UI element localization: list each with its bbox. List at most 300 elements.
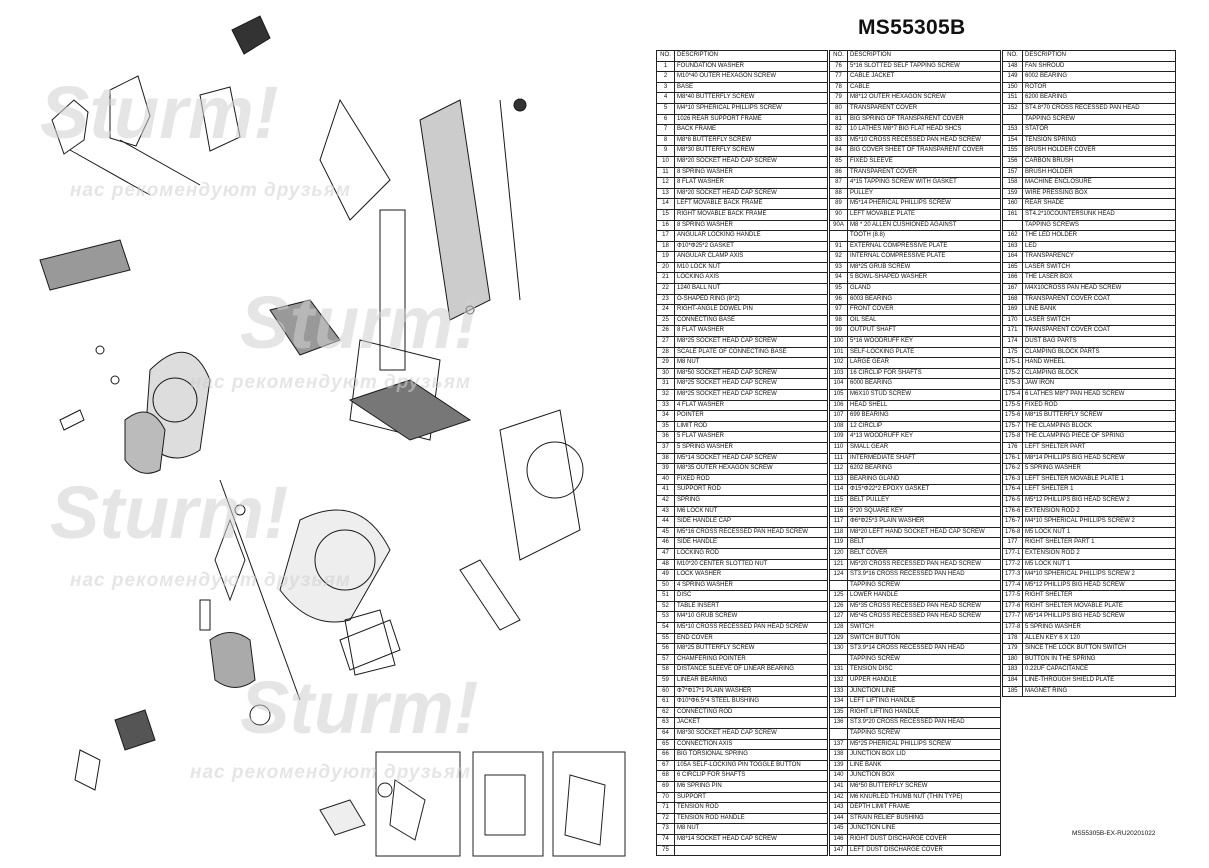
part-description: SPRING — [675, 495, 828, 506]
part-description: 6 LATHES M8*7 PAN HEAD SCREW — [1023, 390, 1176, 401]
part-description: LASER SWITCH — [1023, 262, 1176, 273]
part-number: 158 — [1003, 178, 1023, 189]
part-description: 6200 BEARING — [1023, 93, 1176, 104]
table-row — [830, 231, 1001, 242]
part-number: 87 — [830, 178, 848, 189]
part-description: DEPTH LIMIT FRAME — [848, 803, 1001, 814]
part-number: 137 — [830, 739, 848, 750]
table-row — [830, 125, 1001, 136]
watermark-brand: Sturm! — [240, 281, 479, 364]
table-row — [1003, 114, 1176, 125]
part-description: TENSION ROD HANDLE — [675, 813, 828, 824]
part-description: CABLE JACKET — [848, 72, 1001, 83]
table-row — [657, 294, 828, 305]
part-number: 166 — [1003, 273, 1023, 284]
table-row — [1003, 432, 1176, 443]
table-row — [657, 750, 828, 761]
table-row — [830, 686, 1001, 697]
table-row — [830, 188, 1001, 199]
part-number: 141 — [830, 781, 848, 792]
part-description: M8*14 SOCKET HEAD CAP SCREW — [675, 834, 828, 845]
table-row — [830, 72, 1001, 83]
part-number: 13 — [657, 188, 675, 199]
part-description: ST3.9*16 CROSS RECESSED PAN HEAD — [848, 570, 1001, 581]
part-number: 80 — [830, 103, 848, 114]
table-row — [1003, 135, 1176, 146]
table-row — [830, 241, 1001, 252]
part-description: BIG SPRING OF TRANSPARENT COVER — [848, 114, 1001, 125]
table-row — [657, 252, 828, 263]
part-number: 12 — [657, 178, 675, 189]
part-description: CARBON BRUSH — [1023, 156, 1176, 167]
table-row — [657, 305, 828, 316]
part-description: M8 NUT — [675, 358, 828, 369]
part-description: M8*8 BUTTERFLY SCREW — [675, 135, 828, 146]
table-row — [657, 718, 828, 729]
part-number: 112 — [830, 464, 848, 475]
part-number: 153 — [1003, 125, 1023, 136]
table-row — [657, 633, 828, 644]
part-description: Φ7*Φ17*1 PLAIN WASHER — [675, 686, 828, 697]
part-number: 75 — [657, 845, 675, 856]
table-row — [657, 623, 828, 634]
part-number: 8 — [657, 135, 675, 146]
table-row — [1003, 485, 1176, 496]
part-number: 170 — [1003, 315, 1023, 326]
part-description: RIGHT LIFTING HANDLE — [848, 707, 1001, 718]
part-description: THE CLAMPING BLOCK — [1023, 421, 1176, 432]
table-row — [830, 103, 1001, 114]
part-description: 1240 BALL NUT — [675, 284, 828, 295]
table-row — [1003, 273, 1176, 284]
part-number — [1003, 220, 1023, 231]
part-number: 11 — [657, 167, 675, 178]
part-number: 164 — [1003, 252, 1023, 263]
table-row — [1003, 686, 1176, 697]
table-row — [657, 495, 828, 506]
table-row — [830, 368, 1001, 379]
part-number: 184 — [1003, 676, 1023, 687]
part-number: 162 — [1003, 231, 1023, 242]
table-row — [657, 739, 828, 750]
part-description: EXTENSION ROD 2 — [1023, 506, 1176, 517]
part-number: 165 — [1003, 262, 1023, 273]
part-number: 17 — [657, 231, 675, 242]
part-number: 140 — [830, 771, 848, 782]
table-row — [1003, 559, 1176, 570]
part-number: 91 — [830, 241, 848, 252]
part-number: 20 — [657, 262, 675, 273]
part-number: 175-3 — [1003, 379, 1023, 390]
table-row — [830, 167, 1001, 178]
part-number: 30 — [657, 368, 675, 379]
table-row — [1003, 252, 1176, 263]
table-row — [657, 644, 828, 655]
table-row — [830, 570, 1001, 581]
part-number: 28 — [657, 347, 675, 358]
table-row — [1003, 665, 1176, 676]
table-row — [830, 697, 1001, 708]
table-row — [830, 252, 1001, 263]
table-row — [657, 188, 828, 199]
part-description: 5*16 SLOTTED SELF TAPPING SCREW — [848, 61, 1001, 72]
part-description: SMALL GEAR — [848, 442, 1001, 453]
table-row — [1003, 347, 1176, 358]
table-row — [657, 146, 828, 157]
table-row — [1003, 601, 1176, 612]
part-description: BELT COVER — [848, 548, 1001, 559]
part-description: LEFT MOVABLE BACK FRAME — [675, 199, 828, 210]
table-row — [830, 824, 1001, 835]
part-number: 176-1 — [1003, 453, 1023, 464]
part-description: INTERNAL COMPRESSIVE PLATE — [848, 252, 1001, 263]
table-row — [657, 411, 828, 422]
part-number: 176-7 — [1003, 517, 1023, 528]
part-description: EXTERNAL COMPRESSIVE PLATE — [848, 241, 1001, 252]
part-description: LED — [1023, 241, 1176, 252]
table-row — [1003, 591, 1176, 602]
part-number: 23 — [657, 294, 675, 305]
table-row — [830, 199, 1001, 210]
table-row — [657, 781, 828, 792]
table-row — [657, 326, 828, 337]
part-number: 179 — [1003, 644, 1023, 655]
part-description: ST4.2*10COUNTERSUNK HEAD — [1023, 209, 1176, 220]
table-row — [657, 707, 828, 718]
part-number: 60 — [657, 686, 675, 697]
part-description: 105A SELF-LOCKING PIN TOGGLE BUTTON — [675, 760, 828, 771]
table-row — [830, 665, 1001, 676]
part-number: 177-3 — [1003, 570, 1023, 581]
table-row — [1003, 612, 1176, 623]
table-row — [830, 495, 1001, 506]
part-number: 6 — [657, 114, 675, 125]
part-number: 167 — [1003, 284, 1023, 295]
part-description: SCALE PLATE OF CONNECTING BASE — [675, 347, 828, 358]
part-number: 113 — [830, 474, 848, 485]
part-description: LEFT SHELTER MOVABLE PLATE 1 — [1023, 474, 1176, 485]
part-number: 54 — [657, 623, 675, 634]
part-description: M8 NUT — [675, 824, 828, 835]
part-number: 72 — [657, 813, 675, 824]
table-row — [657, 548, 828, 559]
part-number: 1 — [657, 61, 675, 72]
part-description: M8*50 SOCKET HEAD CAP SCREW — [675, 368, 828, 379]
part-description: OUTPUT SHAFT — [848, 326, 1001, 337]
part-number: 94 — [830, 273, 848, 284]
table-row — [657, 337, 828, 348]
table-row — [830, 517, 1001, 528]
part-description: WIRE PRESSING BOX — [1023, 188, 1176, 199]
part-description: M8*15 BUTTERFLY SCREW — [1023, 411, 1176, 422]
part-description: ANGULAR LOCKING HANDLE — [675, 231, 828, 242]
table-row — [1003, 305, 1176, 316]
part-description: SWITCH BUTTON — [848, 633, 1001, 644]
part-description: SIDE HANDLE CAP — [675, 517, 828, 528]
part-description: LASER SWITCH — [1023, 315, 1176, 326]
table-row — [1003, 146, 1176, 157]
part-description: M8*25 SOCKET HEAD CAP SCREW — [675, 379, 828, 390]
part-number: 128 — [830, 623, 848, 634]
table-row — [830, 273, 1001, 284]
part-number: 149 — [1003, 72, 1023, 83]
part-number: 176-5 — [1003, 495, 1023, 506]
part-number: 183 — [1003, 665, 1023, 676]
table-row — [657, 824, 828, 835]
table-row — [830, 813, 1001, 824]
part-description: ST3.9*20 CROSS RECESSED PAN HEAD — [848, 718, 1001, 729]
table-row — [657, 813, 828, 824]
part-description: TENSION ROD — [675, 803, 828, 814]
table-row — [830, 644, 1001, 655]
table-row — [830, 315, 1001, 326]
table-header-row — [657, 51, 828, 62]
part-number: 22 — [657, 284, 675, 295]
part-description: CLAMPING BLOCK PARTS — [1023, 347, 1176, 358]
table-row — [657, 792, 828, 803]
part-number: 175-6 — [1003, 411, 1023, 422]
part-number: 135 — [830, 707, 848, 718]
part-description: TRANSPARENT COVER COAT — [1023, 294, 1176, 305]
part-description: RIGHT-ANGLE DOWEL PIN — [675, 305, 828, 316]
part-number: 171 — [1003, 326, 1023, 337]
part-number: 64 — [657, 729, 675, 740]
part-description: CONNECTION AXIS — [675, 739, 828, 750]
part-number: 24 — [657, 305, 675, 316]
part-description: M10*20 CENTER SLOTTED NUT — [675, 559, 828, 570]
part-number — [830, 729, 848, 740]
part-number: 43 — [657, 506, 675, 517]
part-description: M8*14 PHILLIPS BIG HEAD SCREW — [1023, 453, 1176, 464]
part-number: 176-8 — [1003, 527, 1023, 538]
table-row — [657, 273, 828, 284]
table-row — [1003, 442, 1176, 453]
part-number — [830, 654, 848, 665]
part-description: M5*45 CROSS RECESSED PAN HEAD SCREW — [848, 612, 1001, 623]
table-row — [1003, 209, 1176, 220]
part-description: SWITCH — [848, 623, 1001, 634]
inset-shelter — [553, 752, 625, 856]
table-row — [830, 845, 1001, 856]
part-description: TOOTH (8.8) — [848, 231, 1001, 242]
table-row — [1003, 421, 1176, 432]
part-description: M5*14 SOCKET HEAD CAP SCREW — [675, 453, 828, 464]
part-description: Φ10*Φ25*2 GASKET — [675, 241, 828, 252]
part-number: 178 — [1003, 633, 1023, 644]
part-number: 51 — [657, 591, 675, 602]
part-description: M8 * 20 ALLEN CUSHIONED AGAINST — [848, 220, 1001, 231]
part-number: 105 — [830, 390, 848, 401]
part-number: 115 — [830, 495, 848, 506]
model-title: MS55305B — [858, 16, 966, 39]
table-row — [1003, 517, 1176, 528]
part-description: TRANSPARENCY — [1023, 252, 1176, 263]
part-description: 6003 BEARING — [848, 294, 1001, 305]
part-description: M10*40 OUTER HEXAGON SCREW — [675, 72, 828, 83]
table-row — [830, 114, 1001, 125]
part-number: 29 — [657, 358, 675, 369]
part-description: FIXED SLEEVE — [848, 156, 1001, 167]
part-description: 699 BEARING — [848, 411, 1001, 422]
part-description: M8*35 OUTER HEXAGON SCREW — [675, 464, 828, 475]
table-row — [1003, 220, 1176, 231]
part-description: M5 LOCK NUT 1 — [1023, 559, 1176, 570]
column-group — [215, 100, 583, 700]
part-description: LOCKING ROD — [675, 548, 828, 559]
part-number: 44 — [657, 517, 675, 528]
watermark-brand: Sturm! — [50, 471, 289, 554]
part-description: POINTER — [675, 411, 828, 422]
part-number: 93 — [830, 262, 848, 273]
part-description: Φ6*Φ25*3 PLAIN WASHER — [848, 517, 1001, 528]
table-row — [830, 633, 1001, 644]
part-description: STATOR — [1023, 125, 1176, 136]
part-description: SUPPORT ROD — [675, 485, 828, 496]
part-description: RIGHT SHELTER — [1023, 591, 1176, 602]
part-number: 118 — [830, 527, 848, 538]
table-row — [830, 347, 1001, 358]
part-number: 100 — [830, 337, 848, 348]
parts-table-3 — [1002, 50, 1176, 697]
part-number: 175-8 — [1003, 432, 1023, 443]
table-row — [1003, 337, 1176, 348]
table-row — [657, 591, 828, 602]
part-number — [830, 231, 848, 242]
part-description: JUNCTION BOX — [848, 771, 1001, 782]
part-number: 9 — [657, 146, 675, 157]
part-number: 4 — [657, 93, 675, 104]
part-description: LOWER HANDLE — [848, 591, 1001, 602]
part-description: LEFT MOVABLE PLATE — [848, 209, 1001, 220]
table-row — [830, 771, 1001, 782]
header-no: NO. — [830, 51, 848, 62]
part-number: 46 — [657, 538, 675, 549]
table-row — [1003, 156, 1176, 167]
part-number: 86 — [830, 167, 848, 178]
part-description: TAPPING SCREW — [848, 729, 1001, 740]
part-description: INTERMEDIATE SHAFT — [848, 453, 1001, 464]
part-description: EXTENSION ROD 2 — [1023, 548, 1176, 559]
table-row — [830, 337, 1001, 348]
table-row — [830, 390, 1001, 401]
part-description: M5*14 PHILLIPS BIG HEAD SCREW — [1023, 612, 1176, 623]
table-row — [657, 803, 828, 814]
table-row — [657, 729, 828, 740]
table-row — [830, 156, 1001, 167]
part-description: FOUNDATION WASHER — [675, 61, 828, 72]
watermark-brand: Sturm! — [40, 71, 279, 154]
header-description: DESCRIPTION — [1023, 51, 1176, 62]
table-row — [657, 665, 828, 676]
table-row — [1003, 315, 1176, 326]
table-row — [830, 760, 1001, 771]
part-description: M6 SPRING PIN — [675, 781, 828, 792]
table-row — [830, 61, 1001, 72]
part-number: 146 — [830, 834, 848, 845]
part-description: LEFT SHELTER 1 — [1023, 485, 1176, 496]
part-number: 176 — [1003, 442, 1023, 453]
part-description: JACKET — [675, 718, 828, 729]
part-description: M4X10CROSS PAN HEAD SCREW — [1023, 284, 1176, 295]
table-row — [1003, 633, 1176, 644]
part-description: STRAIN RELIEF BUSHING — [848, 813, 1001, 824]
table-row — [1003, 82, 1176, 93]
part-description: 6000 BEARING — [848, 379, 1001, 390]
table-row — [657, 697, 828, 708]
part-description: CONNECTING ROD — [675, 707, 828, 718]
part-description: M8*12 OUTER HEXAGON SCREW — [848, 93, 1001, 104]
part-description: BACK FRAME — [675, 125, 828, 136]
part-number: 103 — [830, 368, 848, 379]
table-row — [657, 231, 828, 242]
part-number: 175-1 — [1003, 358, 1023, 369]
watermark-slogan: нас рекомендуют друзьям — [70, 570, 351, 591]
watermark-slogan: нас рекомендуют друзьям — [190, 372, 471, 393]
part-description: PULLEY — [848, 188, 1001, 199]
table-row — [1003, 284, 1176, 295]
table-row — [830, 220, 1001, 231]
table-row — [1003, 538, 1176, 549]
part-description: M10 LOCK NUT — [675, 262, 828, 273]
watermark-slogan: нас рекомендуют друзьям — [190, 762, 471, 783]
inset-dust-bag — [376, 752, 460, 856]
part-description: ANGULAR CLAMP AXIS — [675, 252, 828, 263]
part-number: 168 — [1003, 294, 1023, 305]
part-number: 124 — [830, 570, 848, 581]
part-number: 132 — [830, 676, 848, 687]
part-number: 116 — [830, 506, 848, 517]
part-description: BIG COVER SHEET OF TRANSPARENT COVER — [848, 146, 1001, 157]
part-number: 175-2 — [1003, 368, 1023, 379]
part-number: 161 — [1003, 209, 1023, 220]
table-row — [1003, 580, 1176, 591]
part-number: 55 — [657, 633, 675, 644]
table-row — [830, 262, 1001, 273]
watermark-brand: Sturm! — [240, 666, 479, 749]
part-description: 4*15 TAPPING SCREW WITH GASKET — [848, 178, 1001, 189]
part-description: M4*10 SPHERICAL PHILLIPS SCREW 2 — [1023, 517, 1176, 528]
part-description: M5*14 PHERICAL PHILLIPS SCREW — [848, 199, 1001, 210]
table-row — [1003, 644, 1176, 655]
table-row — [1003, 231, 1176, 242]
table-row — [657, 485, 828, 496]
part-description: LEFT LIFTING HANDLE — [848, 697, 1001, 708]
table-row — [657, 61, 828, 72]
table-row — [1003, 93, 1176, 104]
table-row — [1003, 464, 1176, 475]
table-row — [1003, 358, 1176, 369]
part-description: TAPPING SCREW — [848, 654, 1001, 665]
part-description: THE LED HOLDER — [1023, 231, 1176, 242]
part-number: 185 — [1003, 686, 1023, 697]
part-number: 145 — [830, 824, 848, 835]
part-description: DISTANCE SLEEVE OF LINEAR BEARING — [675, 665, 828, 676]
table-row — [657, 834, 828, 845]
part-number: 121 — [830, 559, 848, 570]
part-number: 62 — [657, 707, 675, 718]
table-row — [830, 750, 1001, 761]
part-number: 95 — [830, 284, 848, 295]
part-number: 79 — [830, 93, 848, 104]
table-row — [657, 178, 828, 189]
table-row — [830, 654, 1001, 665]
table-row — [830, 676, 1001, 687]
part-description: M5*25 PHERICAL PHILLIPS SCREW — [848, 739, 1001, 750]
part-number: 176-4 — [1003, 485, 1023, 496]
part-number: 65 — [657, 739, 675, 750]
part-number: 148 — [1003, 61, 1023, 72]
part-description: RIGHT DUST DISCHARGE COVER — [848, 834, 1001, 845]
